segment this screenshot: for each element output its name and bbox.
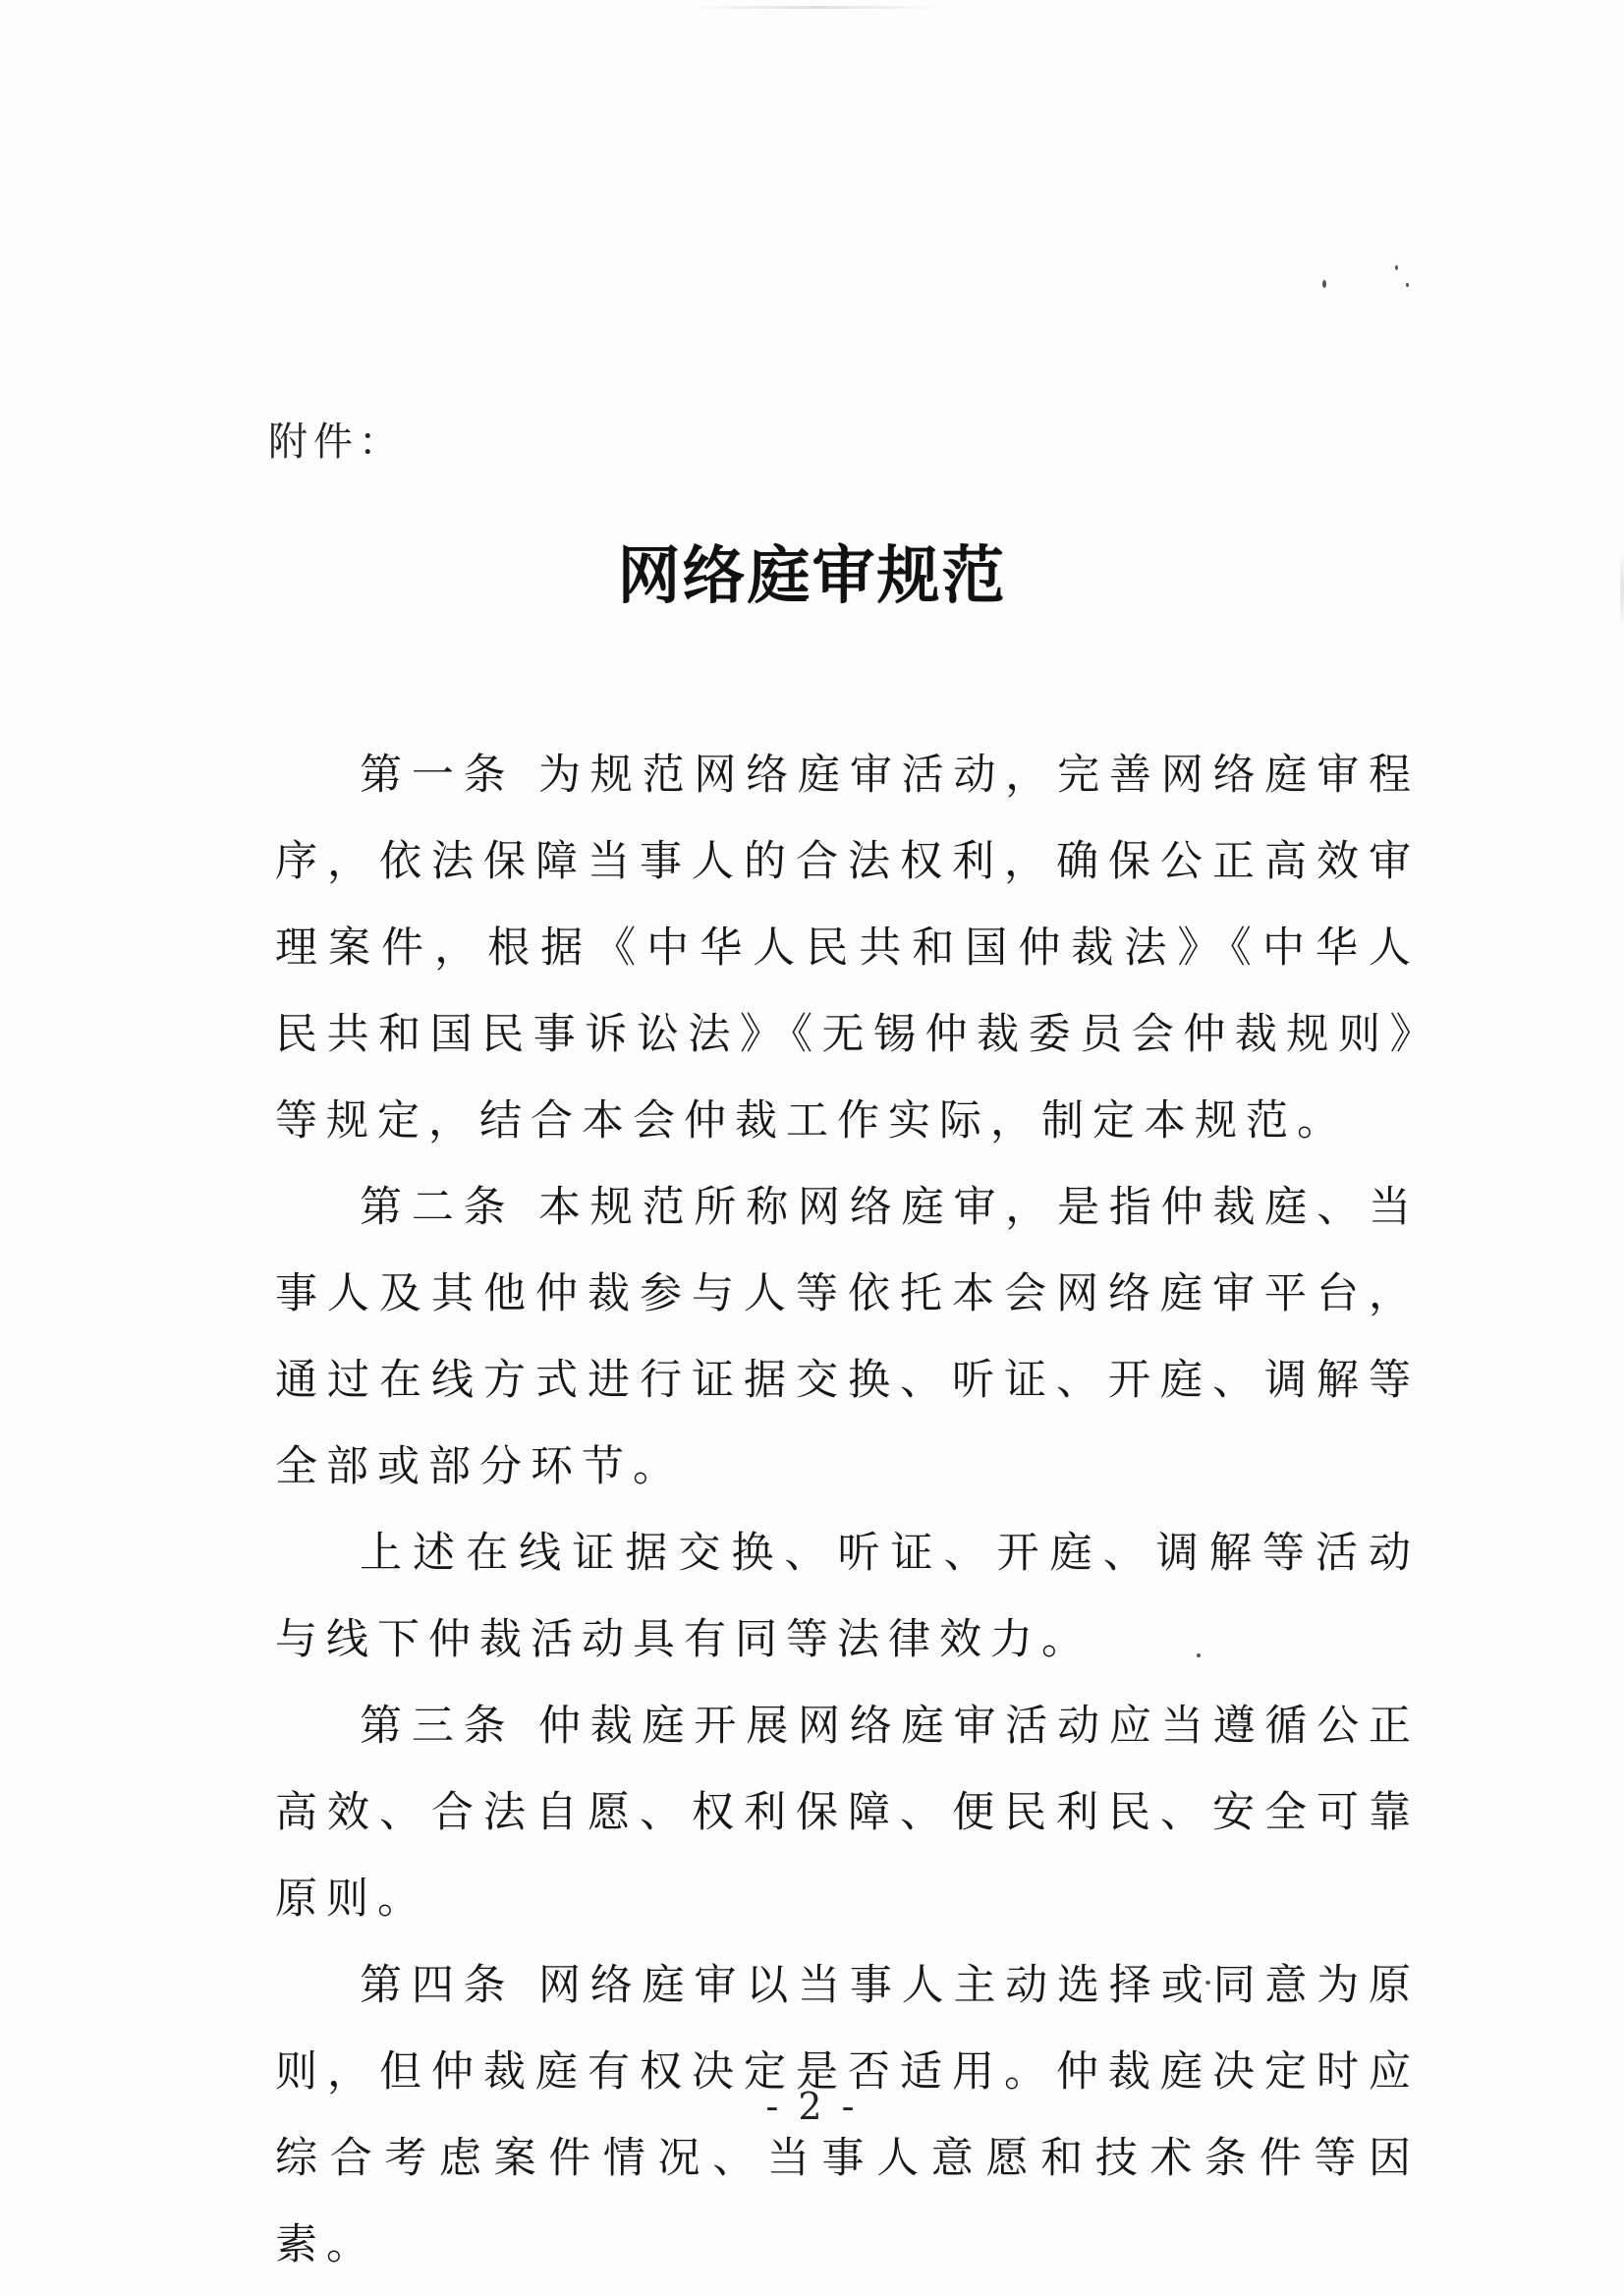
page-number: - 2 - xyxy=(765,2085,859,2128)
document-title: 网络庭审规范 xyxy=(617,540,1007,613)
article-number: 第二条 xyxy=(360,1183,516,1232)
paragraph-text: 上述在线证据交换、听证、开庭、调解等活动与线下仲裁活动具有同等法律效力。 xyxy=(275,1529,1420,1664)
article-number: 第一条 xyxy=(360,751,516,800)
scan-speck xyxy=(1406,283,1409,287)
article-text: 本规范所称网络庭审，是指仲裁庭、当事人及其他仲裁参与人等依托本会网络庭审平台，通过在线方式进行证据交换、听证、开庭、调解等全部或部分环节。 xyxy=(275,1183,1421,1491)
article-text: 为规范网络庭审活动，完善网络庭审程序，依法保障当事人的合法权利，确保公正高效审理案件，根据《中华人民共和国仲裁法》《中华人民共和国民事诉讼法》《无锡仲裁委员会仲裁规则》等规定，结合本会仲裁工作实际，制定本规范。 xyxy=(275,751,1421,1146)
scan-speck xyxy=(1395,265,1398,270)
article-text: 仲裁庭开展网络庭审活动应当遵循公正高效、合法自愿、权利保障、便民利民、安全可靠原则。 xyxy=(275,1702,1421,1924)
attachment-label: 附件： xyxy=(268,420,404,465)
article-number: 第四条 xyxy=(360,1961,516,2010)
article-2 xyxy=(275,1164,1420,1510)
document-body xyxy=(275,732,1420,2288)
scan-artifact-top xyxy=(688,6,943,9)
article-2-continuation xyxy=(275,1510,1420,1683)
article-number: 第三条 xyxy=(360,1702,516,1751)
article-text: 网络庭审以当事人主动选择或同意为原则，但仲裁庭有权决定是否适用。仲裁庭决定时应综合考虑案件情况、当事人意愿和技术条件等因素。 xyxy=(275,1961,1421,2269)
scan-speck xyxy=(1322,280,1326,288)
article-1 xyxy=(275,732,1420,1164)
article-3 xyxy=(275,1683,1420,1942)
